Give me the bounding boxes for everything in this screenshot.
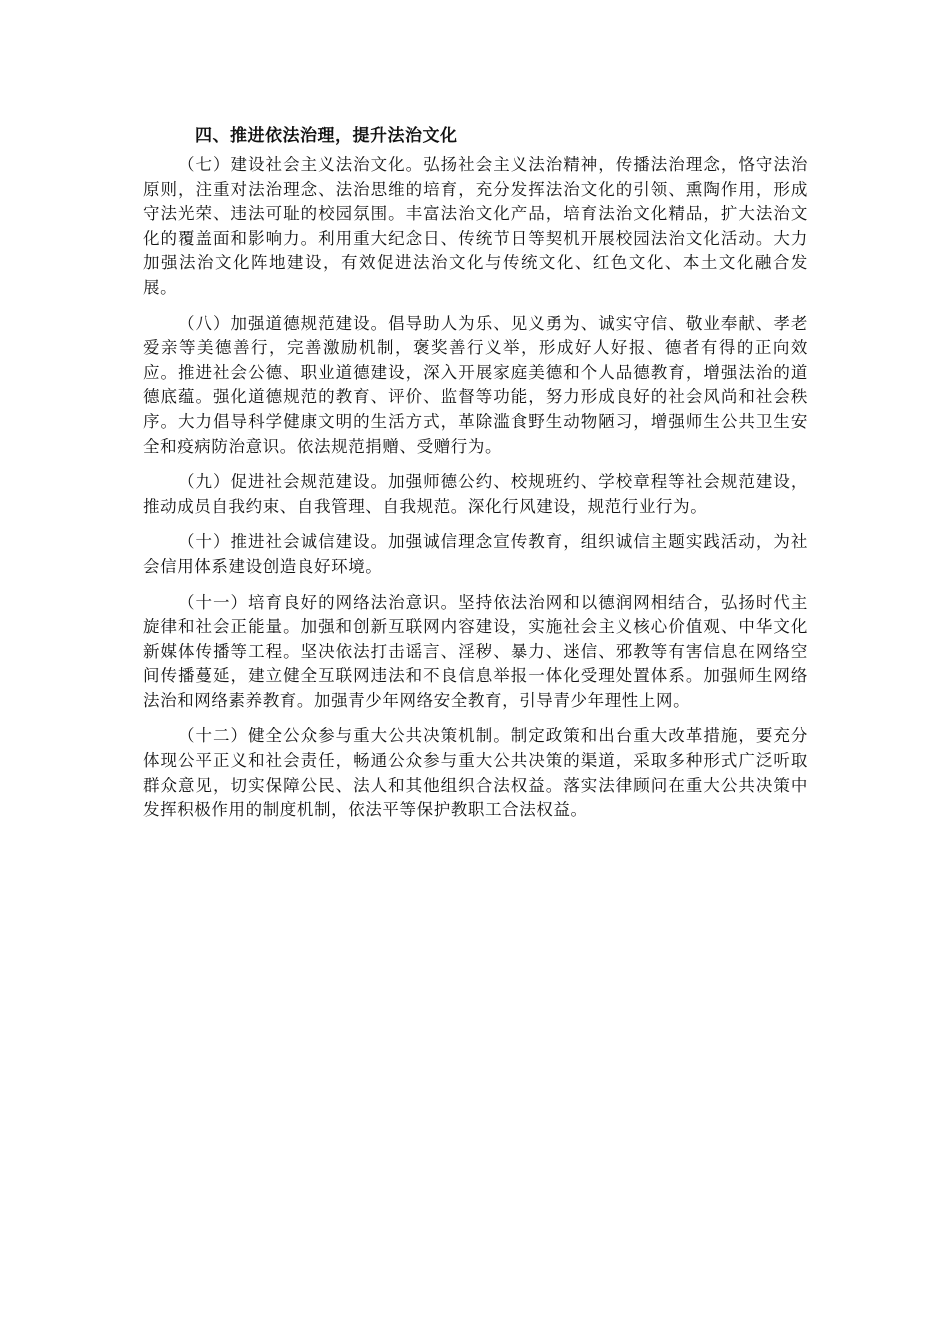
paragraph-10: （十）推进社会诚信建设。加强诚信理念宣传教育，组织诚信主题实践活动，为社会信用体系建设创造良好环境。: [143, 532, 808, 576]
document-body: [143, 124, 808, 834]
paragraph-11: （十一）培育良好的网络法治意识。坚持依法治网和以德润网相结合，弘扬时代主旋律和社会正能量。加强和创新互联网内容建设，实施社会主义核心价值观、中华文化新媒体传播等工程。坚决依法打击谣言、淫秽、暴力、迷信、邪教等有害信息在网络空间传播蔓延，建立健全互联网违法和不良信息举报一体化受理处置体系。加强师生网络法治和网络素养教育。加强青少年网络安全教育，引导青少年理性上网。: [143, 592, 808, 710]
paragraph-12: （十二）健全公众参与重大公共决策机制。制定政策和出台重大改革措施，要充分体现公平正义和社会责任，畅通公众参与重大公共决策的渠道，采取多种形式广泛听取群众意见，切实保障公民、法人和其他组织合法权益。落实法律顾问在重大公共决策中发挥积极作用的制度机制，依法平等保护教职工合法权益。: [143, 726, 808, 820]
paragraph-7: （七）建设社会主义法治文化。弘扬社会主义法治精神，传播法治理念，恪守法治原则，注重对法治理念、法治思维的培育，充分发挥法治文化的引领、熏陶作用，形成守法光荣、违法可耻的校园氛围。丰富法治文化产品，培育法治文化精品，扩大法治文化的覆盖面和影响力。利用重大纪念日、传统节日等契机开展校园法治文化活动。大力加强法治文化阵地建设，有效促进法治文化与传统文化、红色文化、本土文化融合发展。: [143, 155, 808, 297]
section-heading: 四、推进依法治理，提升法治文化: [195, 126, 458, 146]
paragraph-8: （八）加强道德规范建设。倡导助人为乐、见义勇为、诚实守信、敬业奉献、孝老爱亲等美德善行，完善激励机制，褒奖善行义举，形成好人好报、德者有得的正向效应。推进社会公德、职业道德建设，深入开展家庭美德和个人品德教育，增强法治的道德底蕴。强化道德规范的教育、评价、监督等功能，努力形成良好的社会风尚和社会秩序。大力倡导科学健康文明的生活方式，革除滥食野生动物陋习，增强师生公共卫生安全和疫病防治意识。依法规范捐赠、受赠行为。: [143, 313, 808, 456]
paragraph-9: （九）促进社会规范建设。加强师德公约、校规班约、学校章程等社会规范建设，推动成员自我约束、自我管理、自我规范。深化行风建设，规范行业行为。: [143, 472, 808, 516]
